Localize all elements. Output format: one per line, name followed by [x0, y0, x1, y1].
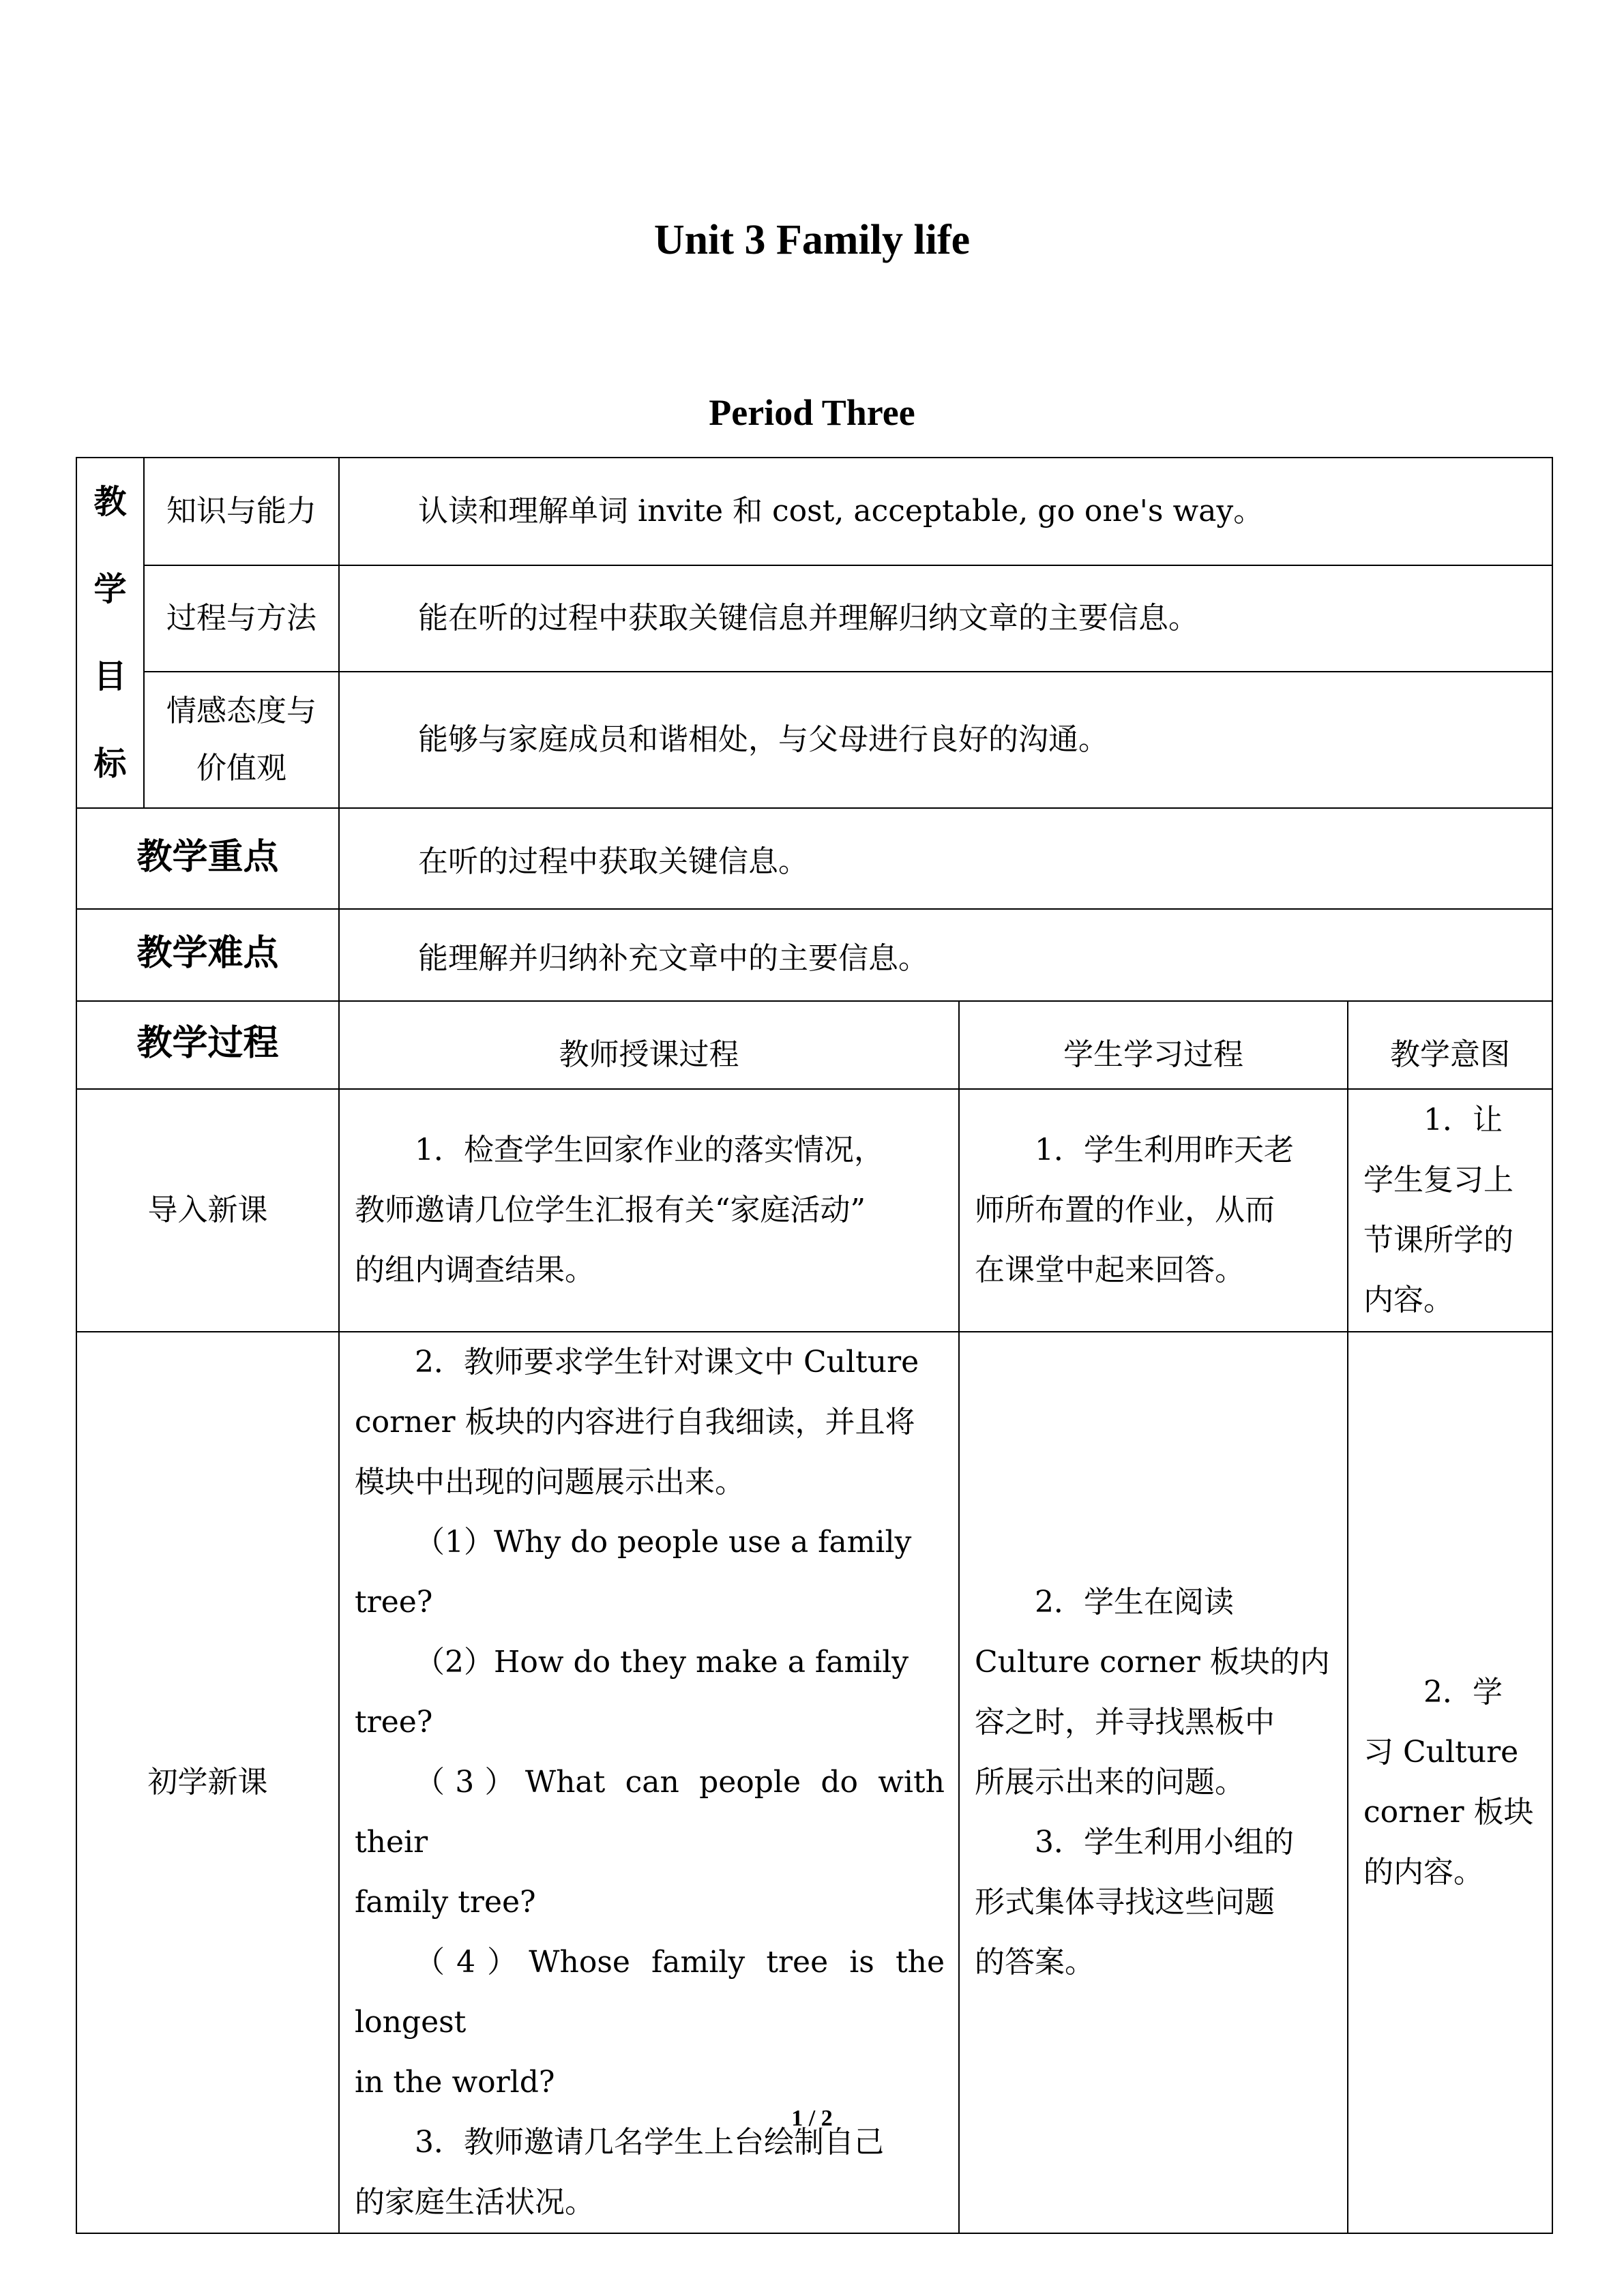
text-line: 形式集体寻找这些问题 [975, 1885, 1275, 1920]
period-subtitle: Period Three [709, 392, 915, 433]
text-line: 模块中出现的问题展示出来。 [355, 1465, 745, 1500]
new-lesson-intent-cell [1348, 1332, 1552, 2233]
text-line: 的答案。 [975, 1945, 1095, 1980]
goals-header-char: 目 [93, 657, 127, 696]
question-line: family tree? [355, 1885, 536, 1920]
new-lesson-student-cell [959, 1332, 1348, 2233]
text-line: Culture corner 板块的内 [975, 1645, 1330, 1680]
text-line: 内容。 [1363, 1283, 1453, 1317]
difficulty-label: 教学难点 [76, 909, 339, 1001]
lead-in-teacher-cell [339, 1089, 959, 1332]
text-line: 教师邀请几位学生汇报有关“家庭活动” [355, 1193, 866, 1227]
goals-header [76, 458, 144, 808]
goal-attitude-label-line: 情感态度与 [166, 693, 316, 728]
question-line: （1）Why do people use a family tree? [355, 1525, 912, 1620]
text-line: 2．学 [1423, 1675, 1503, 1710]
goal-knowledge-text: 认读和理解单词 invite 和 cost, acceptable, go one's way。 [339, 458, 1552, 565]
stage-new-lesson: 初学新课 [76, 1332, 339, 2233]
key-point-text: 在听的过程中获取关键信息。 [339, 808, 1552, 909]
document-title: Unit 3 Family life [653, 217, 971, 263]
stage-lead-in: 导入新课 [76, 1089, 339, 1332]
goal-knowledge-label: 知识与能力 [144, 458, 339, 565]
text-line: corner 板块的内容进行自我细读，并且将 [355, 1405, 915, 1440]
lead-in-intent-cell [1348, 1089, 1552, 1332]
text-line: 的组内调查结果。 [355, 1253, 595, 1287]
lead-in-student-cell [959, 1089, 1348, 1332]
col-student-header: 学生学习过程 [959, 1001, 1348, 1089]
goal-attitude-label-line: 价值观 [196, 750, 286, 786]
difficulty-text: 能理解并归纳补充文章中的主要信息。 [339, 909, 1552, 1001]
text-line: 1．学生利用昨天老 [1035, 1133, 1294, 1167]
col-teacher-header: 教师授课过程 [339, 1001, 959, 1089]
question-line: in the world? [355, 2065, 555, 2100]
text-line: 在课堂中起来回答。 [975, 1253, 1245, 1287]
text-line: 的家庭生活状况。 [355, 2185, 595, 2220]
text-line: 所展示出来的问题。 [975, 1765, 1245, 1800]
text-line: corner 板块 [1363, 1795, 1534, 1830]
text-line: 习 Culture [1363, 1735, 1519, 1770]
goals-header-char: 标 [93, 745, 127, 783]
text-line: 节课所学的 [1363, 1223, 1514, 1257]
text-line: 3．教师邀请几名学生上台绘制自己 [415, 2125, 884, 2160]
question-line: （3）What can people do with their [355, 1765, 945, 1860]
goal-process-label: 过程与方法 [144, 565, 339, 672]
text-line: 2．教师要求学生针对课文中 Culture [415, 1345, 919, 1380]
key-point-label: 教学重点 [76, 808, 339, 909]
goal-attitude-label [144, 672, 339, 808]
text-line: 1．检查学生回家作业的落实情况， [415, 1133, 884, 1167]
goal-attitude-text: 能够与家庭成员和谐相处，与父母进行良好的沟通。 [339, 672, 1552, 808]
text-line: 2．学生在阅读 [1035, 1585, 1234, 1620]
text-line: 容之时，并寻找黑板中 [975, 1705, 1275, 1740]
question-line: （2）How do they make a family tree? [355, 1645, 909, 1740]
text-line: 的内容。 [1363, 1855, 1483, 1890]
process-label: 教学过程 [76, 1001, 339, 1089]
question-line: （4）Whose family tree is the longest [355, 1945, 945, 2040]
goal-process-text: 能在听的过程中获取关键信息并理解归纳文章的主要信息。 [339, 565, 1552, 672]
text-line: 3．学生利用小组的 [1035, 1825, 1294, 1860]
goals-header-char: 学 [93, 570, 127, 608]
lesson-plan-table [76, 457, 1553, 2234]
col-intent-header: 教学意图 [1348, 1001, 1552, 1089]
text-line: 1．让 [1423, 1103, 1503, 1137]
text-line: 师所布置的作业，从而 [975, 1193, 1275, 1227]
new-lesson-teacher-cell [339, 1332, 959, 2233]
goals-header-char: 教 [93, 483, 127, 521]
page-number: 1 / 2 [791, 2106, 833, 2131]
text-line: 学生复习上 [1363, 1163, 1514, 1197]
